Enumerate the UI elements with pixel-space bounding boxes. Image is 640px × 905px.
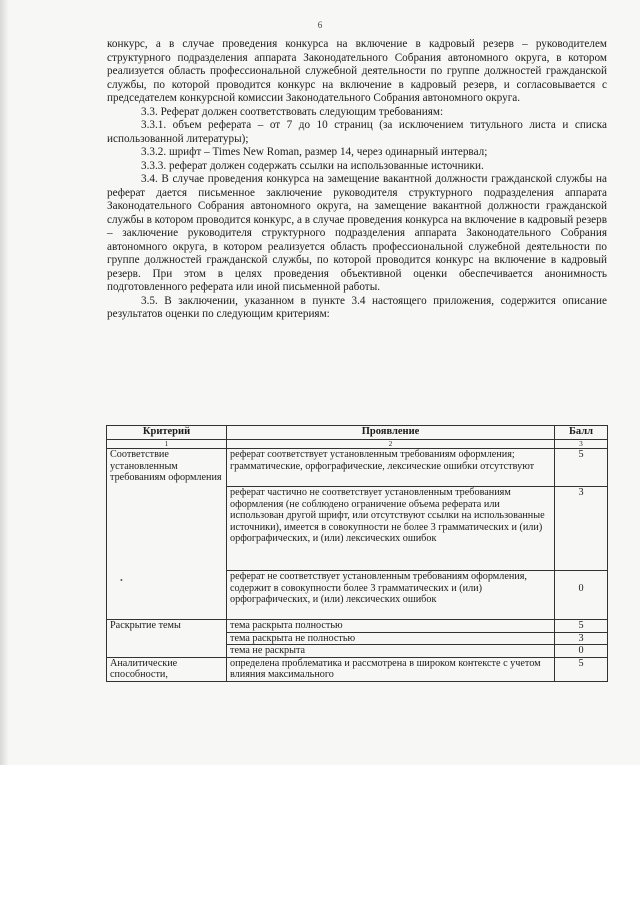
criterion-cell: Соответствие установленным требованиям оформления <box>107 449 227 620</box>
paragraph-3-3-2: 3.3.2. шрифт – Times New Roman, размер 14, через одинарный интервал; <box>141 146 488 158</box>
manifestation-cell: реферат не соответствует установленным требованиям оформления, содержит в совокупности более 3 грамматических и (или) орфографических, и (или) лексических ошибок <box>227 571 555 620</box>
score-cell: 3 <box>555 632 608 645</box>
header-manifestation: Проявление <box>227 426 555 440</box>
criteria-table <box>106 425 608 682</box>
score-cell: 3 <box>555 487 608 571</box>
paragraph-3-5: 3.5. В заключении, указанном в пункте 3.4 настоящего приложения, содержится описание результатов оценки по следующим критериям: <box>107 294 607 320</box>
header-criterion: Критерий <box>107 426 227 440</box>
paragraph-continuation: конкурс, а в случае проведения конкурса на включение в кадровый резерв – руководителем структурного подразделения аппарата Законодательного Собрания автономного округа, в котором реализуется область профессиональной служебной деятельности по группе должностей гражданской службы, по которой проводится конкурс на включение в кадровый резерв, и согласовывается с председателем конкурсной комиссии Законодательного Собрания автономного округа. <box>107 38 607 104</box>
column-number: 2 <box>227 440 555 449</box>
score-cell: 0 <box>555 571 608 620</box>
header-score: Балл <box>555 426 608 440</box>
manifestation-cell: тема раскрыта полностью <box>227 620 555 633</box>
manifestation-cell: реферат частично не соответствует установленным требованиям оформления (не соблюдено ограничение объема реферата или использован другой шрифт, или отсутствуют ссылки на использованные источники), имеется в совокупности не более 3 грамматических и (или) орфографических, и (или) лексических ошибок <box>227 487 555 571</box>
document-body <box>107 38 607 322</box>
manifestation-cell: реферат соответствует установленным требованиям оформления; грамматические, орфографические, лексические ошибки отсутствуют <box>227 449 555 487</box>
column-number: 1 <box>107 440 227 449</box>
paragraph-3-3-1: 3.3.1. объем реферата – от 7 до 10 страниц (за исключением титульного листа и списка использованной литературы); <box>107 119 607 145</box>
criterion-cell: Раскрытие темы <box>107 620 227 658</box>
paragraph-3-3-3: 3.3.3. реферат должен содержать ссылки на использованные источники. <box>141 159 484 172</box>
criterion-cell: Аналитические способности, <box>107 657 227 681</box>
manifestation-cell: определена проблематика и рассмотрена в широком контексте с учетом влияния максимального <box>227 657 555 681</box>
scan-edge-shadow <box>0 0 9 765</box>
score-cell: 5 <box>555 657 608 681</box>
table-header-row <box>107 426 608 440</box>
column-number: 3 <box>555 440 608 449</box>
page-number: 6 <box>317 20 323 30</box>
paragraph-3-3: 3.3. Реферат должен соответствовать следующим требованиям: <box>141 105 444 118</box>
stray-scan-mark: • <box>120 576 123 585</box>
paragraph-3-4: 3.4. В случае проведения конкурса на замещение вакантной должности гражданской службы на реферат дается письменное заключение руководителя структурного подразделения аппарата Законодательного Собрания автономного округа, на замещение вакантной должности гражданской службы в котором проводится конкурс, а в случае проведения конкурса на включение в кадровый резерв – заключение руководителя структурного подразделения аппарата Законодательного Собрания автономного округа, в котором реализуется область профессиональной служебной деятельности по группе должностей гражданской службы, по которой проводится конкурс на включение в кадровый резерв. При этом в целях проведения объективной оценки обеспечивается анонимность подготовленного реферата или иной письменной работы. <box>107 173 607 293</box>
column-number-row <box>107 440 608 449</box>
manifestation-cell: тема раскрыта не полностью <box>227 632 555 645</box>
manifestation-cell: тема не раскрыта <box>227 645 555 658</box>
score-cell: 5 <box>555 449 608 487</box>
table-row <box>107 657 608 681</box>
table-row <box>107 449 608 487</box>
score-cell: 5 <box>555 620 608 633</box>
table-row <box>107 620 608 633</box>
score-cell: 0 <box>555 645 608 658</box>
